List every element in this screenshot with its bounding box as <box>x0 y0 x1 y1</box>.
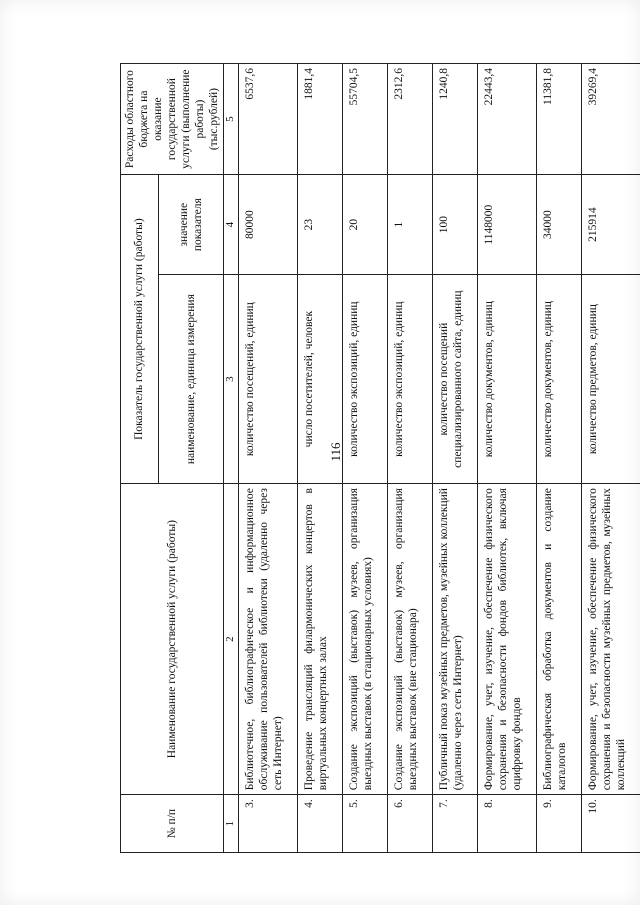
header-service-name: Наименование государственной услуги (работы) <box>121 484 224 795</box>
row-number: 3. <box>238 795 297 853</box>
indicator-unit: количество предметов, единиц <box>581 275 640 484</box>
table-row <box>432 64 477 853</box>
table-row <box>581 64 640 853</box>
column-number: 1 <box>224 795 238 853</box>
indicator-value: 34000 <box>536 175 581 275</box>
header-num: № п/п <box>121 795 224 853</box>
service-name: Проведение трансляций филармонических концертов в виртуальных концертных залах <box>297 484 342 795</box>
column-number: 5 <box>224 64 238 175</box>
header-expenses: Расходы областного бюджета на оказание государственной услуги (выполнение работы) (тыс.рублей) <box>121 64 224 175</box>
row-number: 9. <box>536 795 581 853</box>
indicator-value: 215914 <box>581 175 640 275</box>
expense-value: 39269,4 <box>581 64 640 175</box>
expense-value: 1240,8 <box>432 64 477 175</box>
expense-value: 11381,8 <box>536 64 581 175</box>
header-indicator-group: Показатель государственной услуги (работы) <box>121 175 159 484</box>
indicator-unit: количество посещений специализированного сайта, единиц <box>432 275 477 484</box>
service-name: Публичный показ музейных предметов, музейных коллекций (удаленно через сеть Интернет) <box>432 484 477 795</box>
service-name: Формирование, учет, изучение, обеспечение физического сохранения и безопасности фондов библиотек, включая оцифровку фондов <box>477 484 536 795</box>
expense-value: 1881,4 <box>297 64 342 175</box>
services-table <box>120 63 640 853</box>
indicator-unit: количество посещений, единиц <box>238 275 297 484</box>
row-number: 8. <box>477 795 536 853</box>
table-row <box>238 64 297 853</box>
page-number: 116 <box>328 442 343 462</box>
service-name: Создание экспозиций (выставок) музеев, организация выездных выставок (в стационарных условиях) <box>342 484 387 795</box>
table-row <box>387 64 432 853</box>
table-row <box>536 64 581 853</box>
indicator-value: 1148000 <box>477 175 536 275</box>
service-name: Библиографическая обработка документов и создание каталогов <box>536 484 581 795</box>
header-indicator-unit: наименование, единица измерения <box>158 275 223 484</box>
indicator-value: 20 <box>342 175 387 275</box>
service-name: Формирование, учет, изучение, обеспечение физического сохранения и безопасности музейных предметов, музейных коллекций <box>581 484 640 795</box>
indicator-unit: количество документов, единиц <box>477 275 536 484</box>
row-number: 10. <box>581 795 640 853</box>
indicator-value: 80000 <box>238 175 297 275</box>
indicator-value: 23 <box>297 175 342 275</box>
indicator-unit: количество экспозиций, единиц <box>387 275 432 484</box>
row-number: 4. <box>297 795 342 853</box>
service-name: Создание экспозиций (выставок) музеев, организация выездных выставок (вне стационара) <box>387 484 432 795</box>
service-name: Библиотечное, библиографическое и информационное обслуживание пользователей библиотеки (удаленно через сеть Интернет) <box>238 484 297 795</box>
expense-value: 22443,4 <box>477 64 536 175</box>
column-number: 2 <box>224 484 238 795</box>
expense-value: 2312,6 <box>387 64 432 175</box>
header-indicator-value: значение показателя <box>158 175 223 275</box>
table-row <box>342 64 387 853</box>
row-number: 7. <box>432 795 477 853</box>
table-row <box>297 64 342 853</box>
expense-value: 55704,5 <box>342 64 387 175</box>
indicator-unit: количество экспозиций, единиц <box>342 275 387 484</box>
rotated-table-container <box>120 63 627 853</box>
column-number: 4 <box>224 175 238 275</box>
row-number: 5. <box>342 795 387 853</box>
row-number: 6. <box>387 795 432 853</box>
indicator-value: 100 <box>432 175 477 275</box>
column-number: 3 <box>224 275 238 484</box>
indicator-unit: количество документов, единиц <box>536 275 581 484</box>
indicator-unit: число посетителей, человек <box>297 275 342 484</box>
table-row <box>477 64 536 853</box>
expense-value: 6537,6 <box>238 64 297 175</box>
indicator-value: 1 <box>387 175 432 275</box>
